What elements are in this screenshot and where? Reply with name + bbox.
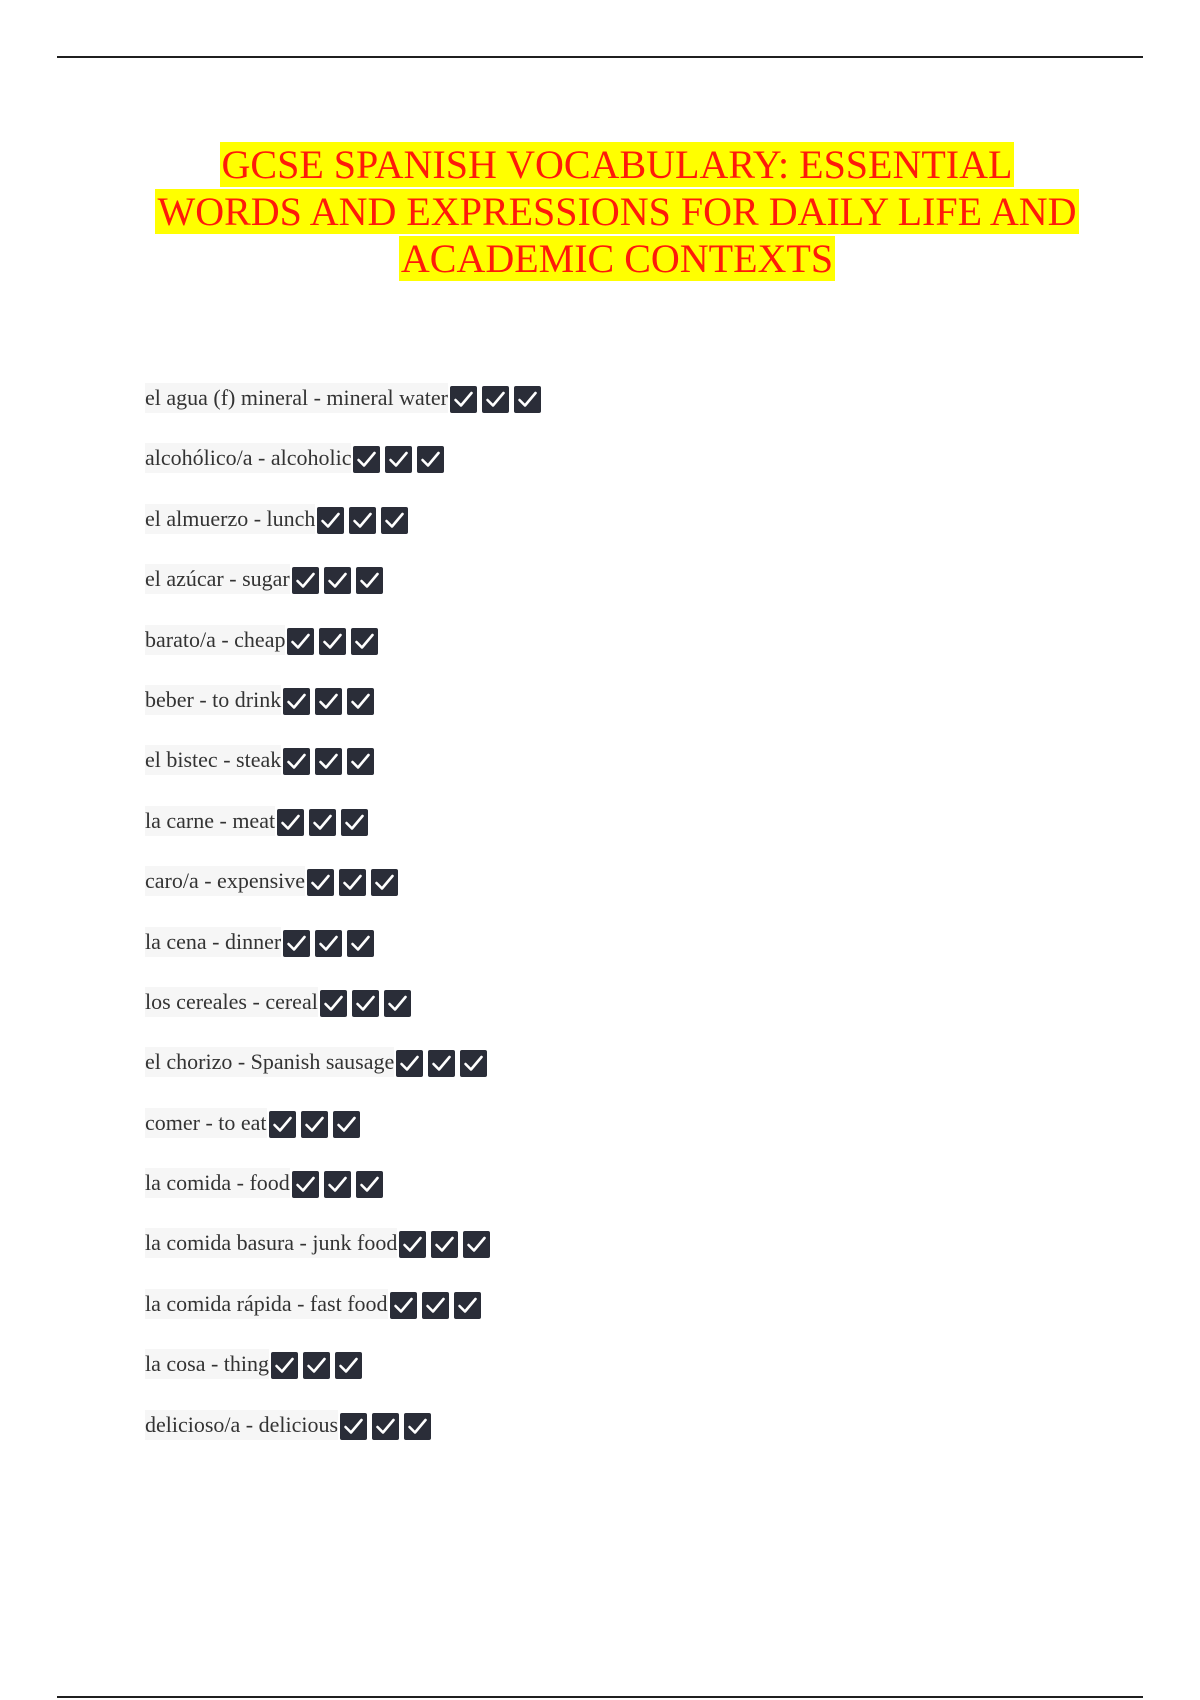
check-mark-icon bbox=[384, 990, 411, 1017]
check-mark-icon bbox=[351, 628, 378, 655]
check-marks bbox=[317, 507, 408, 534]
vocab-item bbox=[145, 866, 541, 926]
check-marks bbox=[283, 688, 374, 715]
vocab-text: la comida basura - junk food bbox=[145, 1228, 397, 1258]
check-mark-icon bbox=[356, 567, 383, 594]
vocab-text: delicioso/a - delicious bbox=[145, 1410, 338, 1440]
check-mark-icon bbox=[287, 628, 314, 655]
check-mark-icon bbox=[319, 628, 346, 655]
check-marks bbox=[292, 1171, 383, 1198]
check-mark-icon bbox=[347, 748, 374, 775]
check-mark-icon bbox=[341, 809, 368, 836]
check-marks bbox=[271, 1352, 362, 1379]
vocab-text: el azúcar - sugar bbox=[145, 564, 290, 594]
vocab-item bbox=[145, 504, 541, 564]
check-mark-icon bbox=[349, 507, 376, 534]
vocab-item bbox=[145, 443, 541, 503]
check-mark-icon bbox=[335, 1352, 362, 1379]
vocab-text: el agua (f) mineral - mineral water bbox=[145, 383, 448, 413]
title-line-2: WORDS AND EXPRESSIONS FOR DAILY LIFE AND bbox=[157, 189, 1077, 234]
vocab-item bbox=[145, 1108, 541, 1168]
vocab-text: caro/a - expensive bbox=[145, 866, 305, 896]
check-mark-icon bbox=[463, 1231, 490, 1258]
vocab-text: alcohólico/a - alcoholic bbox=[145, 443, 351, 473]
check-mark-icon bbox=[482, 386, 509, 413]
check-marks bbox=[450, 386, 541, 413]
check-mark-icon bbox=[356, 1171, 383, 1198]
check-mark-icon bbox=[324, 567, 351, 594]
check-mark-icon bbox=[324, 1171, 351, 1198]
check-mark-icon bbox=[417, 446, 444, 473]
vocab-item bbox=[145, 1349, 541, 1409]
vocab-item bbox=[145, 927, 541, 987]
bottom-rule bbox=[57, 1696, 1143, 1698]
check-mark-icon bbox=[283, 930, 310, 957]
check-mark-icon bbox=[339, 869, 366, 896]
check-mark-icon bbox=[347, 930, 374, 957]
check-mark-icon bbox=[301, 1111, 328, 1138]
check-mark-icon bbox=[450, 386, 477, 413]
check-mark-icon bbox=[283, 748, 310, 775]
check-marks bbox=[340, 1413, 431, 1440]
check-mark-icon bbox=[269, 1111, 296, 1138]
vocab-item bbox=[145, 987, 541, 1047]
check-mark-icon bbox=[303, 1352, 330, 1379]
check-mark-icon bbox=[514, 386, 541, 413]
document-title bbox=[0, 141, 1200, 282]
check-mark-icon bbox=[460, 1050, 487, 1077]
check-mark-icon bbox=[320, 990, 347, 1017]
check-marks bbox=[283, 930, 374, 957]
vocab-text: la cosa - thing bbox=[145, 1349, 269, 1379]
check-mark-icon bbox=[352, 990, 379, 1017]
check-mark-icon bbox=[340, 1413, 367, 1440]
vocab-text: barato/a - cheap bbox=[145, 625, 285, 655]
vocab-item bbox=[145, 806, 541, 866]
check-mark-icon bbox=[371, 869, 398, 896]
vocab-text: el chorizo - Spanish sausage bbox=[145, 1047, 394, 1077]
vocab-text: la carne - meat bbox=[145, 806, 275, 836]
check-marks bbox=[353, 446, 444, 473]
title-line-3: ACADEMIC CONTEXTS bbox=[400, 236, 834, 281]
vocab-item bbox=[145, 383, 541, 443]
vocab-item bbox=[145, 1168, 541, 1228]
check-marks bbox=[307, 869, 398, 896]
check-mark-icon bbox=[431, 1231, 458, 1258]
check-mark-icon bbox=[271, 1352, 298, 1379]
vocab-item bbox=[145, 1289, 541, 1349]
vocab-text: el almuerzo - lunch bbox=[145, 504, 315, 534]
check-mark-icon bbox=[315, 688, 342, 715]
check-mark-icon bbox=[422, 1292, 449, 1319]
top-rule bbox=[57, 56, 1143, 58]
check-marks bbox=[287, 628, 378, 655]
check-mark-icon bbox=[385, 446, 412, 473]
check-mark-icon bbox=[404, 1413, 431, 1440]
check-marks bbox=[269, 1111, 360, 1138]
check-mark-icon bbox=[454, 1292, 481, 1319]
check-marks bbox=[277, 809, 368, 836]
vocab-item bbox=[145, 1228, 541, 1288]
check-marks bbox=[292, 567, 383, 594]
vocab-text: comer - to eat bbox=[145, 1108, 267, 1138]
title-line-1: GCSE SPANISH VOCABULARY: ESSENTIAL bbox=[221, 142, 1013, 187]
vocab-item bbox=[145, 685, 541, 745]
vocab-item bbox=[145, 1410, 541, 1470]
vocab-item bbox=[145, 745, 541, 805]
vocab-text: la cena - dinner bbox=[145, 927, 281, 957]
check-mark-icon bbox=[292, 1171, 319, 1198]
check-marks bbox=[399, 1231, 490, 1258]
check-marks bbox=[396, 1050, 487, 1077]
vocab-item bbox=[145, 625, 541, 685]
check-marks bbox=[390, 1292, 481, 1319]
vocab-item bbox=[145, 564, 541, 624]
check-mark-icon bbox=[317, 507, 344, 534]
check-mark-icon bbox=[315, 930, 342, 957]
check-mark-icon bbox=[277, 809, 304, 836]
check-mark-icon bbox=[283, 688, 310, 715]
check-mark-icon bbox=[428, 1050, 455, 1077]
check-mark-icon bbox=[315, 748, 342, 775]
check-mark-icon bbox=[309, 809, 336, 836]
check-mark-icon bbox=[372, 1413, 399, 1440]
vocab-text: los cereales - cereal bbox=[145, 987, 318, 1017]
check-mark-icon bbox=[381, 507, 408, 534]
vocab-text: beber - to drink bbox=[145, 685, 281, 715]
check-marks bbox=[320, 990, 411, 1017]
check-mark-icon bbox=[307, 869, 334, 896]
check-marks bbox=[283, 748, 374, 775]
check-mark-icon bbox=[333, 1111, 360, 1138]
vocabulary-list bbox=[145, 383, 541, 1470]
vocab-text: la comida - food bbox=[145, 1168, 290, 1198]
check-mark-icon bbox=[396, 1050, 423, 1077]
vocab-text: el bistec - steak bbox=[145, 745, 281, 775]
vocab-item bbox=[145, 1047, 541, 1107]
check-mark-icon bbox=[347, 688, 374, 715]
check-mark-icon bbox=[399, 1231, 426, 1258]
vocab-text: la comida rápida - fast food bbox=[145, 1289, 388, 1319]
check-mark-icon bbox=[390, 1292, 417, 1319]
check-mark-icon bbox=[292, 567, 319, 594]
check-mark-icon bbox=[353, 446, 380, 473]
